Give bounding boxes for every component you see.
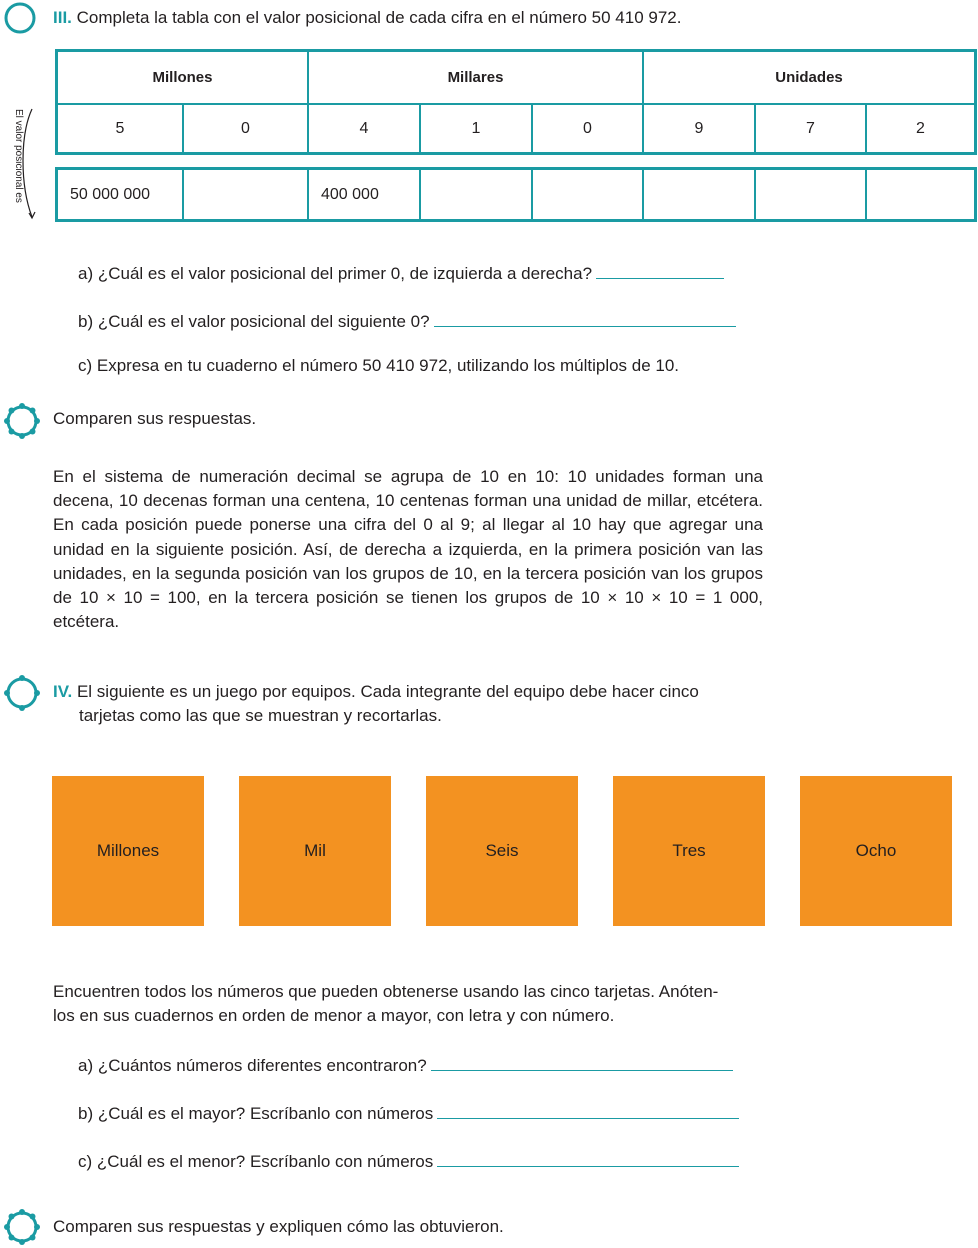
encuentren-line1: Encuentren todos los números que pueden obtenerse usando las cinco tarjetas. Anóten- [53,982,719,1001]
place-value-answer-row [55,167,977,222]
question-4c-text: c) ¿Cuál es el menor? Escríbanlo con números [78,1152,434,1171]
compare-answers-2: Comparen sus respuestas y expliquen cómo las obtuvieron. [53,1217,504,1236]
digit-cell: 0 [183,104,308,152]
question-4b-text: b) ¿Cuál es el mayor? Escríbanlo con números [78,1104,434,1123]
group-activity-circle-icon [3,1208,41,1246]
team-activity-circle-icon [3,674,41,712]
question-4c [78,1146,739,1174]
question-3b [78,306,736,334]
section-4-instruction-line1: El siguiente es un juego por equipos. Cada integrante del equipo debe hacer cinco [76,682,699,701]
question-4b [78,1098,739,1126]
compare-answers-1: Comparen sus respuestas. [53,409,257,428]
question-3b-text: b) ¿Cuál es el valor posicional del siguiente 0? [78,312,430,331]
value-cell[interactable] [643,170,755,219]
value-cell[interactable] [183,170,308,219]
side-note [2,105,38,220]
answer-line[interactable] [437,1146,739,1167]
card-mil: Mil [239,776,391,926]
group-activity-circle-icon [3,402,41,440]
answer-line[interactable] [437,1098,739,1119]
side-note-text: El valor posicional es [13,109,24,203]
value-cell[interactable]: 50 000 000 [58,170,183,219]
card-millones: Millones [52,776,204,926]
individual-activity-circle-icon [4,2,36,34]
header-unidades: Unidades [643,52,974,104]
card-seis: Seis [426,776,578,926]
question-3c: c) Expresa en tu cuaderno el número 50 410 972, utilizando los múltiplos de 10. [78,356,680,375]
answer-line[interactable] [434,306,736,327]
digit-cell: 9 [643,104,755,152]
question-4a-text: a) ¿Cuántos números diferentes encontraron? [78,1056,427,1075]
header-millones: Millones [58,52,308,104]
card-ocho: Ocho [800,776,952,926]
header-millares: Millares [308,52,643,104]
card-tres: Tres [613,776,765,926]
digit-cell: 7 [755,104,866,152]
section-4-heading [53,680,699,704]
answer-line[interactable] [431,1050,733,1071]
question-4a [78,1050,733,1078]
section-3-heading [53,6,681,30]
digit-cell: 1 [420,104,532,152]
value-cell[interactable] [755,170,866,219]
decimal-system-paragraph: En el sistema de numeración decimal se agrupa de 10 en 10: 10 unidades forman una decena, 10 decenas forman una centena, 10 centenas forman una unidad de millar, etcétera. En cada posición puede ponerse una cifra del 0 al 9; al llegar al 10 hay que agregar una unidad en la siguiente posición. Así, de derecha a izquierda, en la primera posición van las unidades, en la segunda posición van los grupos de 10, en la tercera posición van los grupos de 10 × 10 = 100, en la tercera posición se tienen los grupos de 10 × 10 × 10 = 1 000, etcétera. [53,467,763,632]
value-cell[interactable] [866,170,974,219]
question-3a-text: a) ¿Cuál es el valor posicional del primer 0, de izquierda a derecha? [78,264,593,283]
section-3-instruction: Completa la tabla con el valor posicional de cada cifra en el número 50 410 972. [76,8,682,27]
digit-cell: 2 [866,104,974,152]
section-3-numeral: III. [53,8,72,27]
section-4-instruction-line2: tarjetas como las que se muestran y recortarlas. [79,706,442,725]
answer-line[interactable] [596,258,724,279]
digit-cell: 5 [58,104,183,152]
value-cell[interactable] [532,170,643,219]
question-3a [78,258,724,286]
encuentren-line2: los en sus cuadernos en orden de menor a mayor, con letra y con número. [53,1006,615,1025]
digit-cell: 0 [532,104,643,152]
place-value-table [55,49,977,155]
value-cell[interactable] [420,170,532,219]
value-cell[interactable]: 400 000 [308,170,420,219]
digit-cell: 4 [308,104,420,152]
section-4-numeral: IV. [53,682,73,701]
